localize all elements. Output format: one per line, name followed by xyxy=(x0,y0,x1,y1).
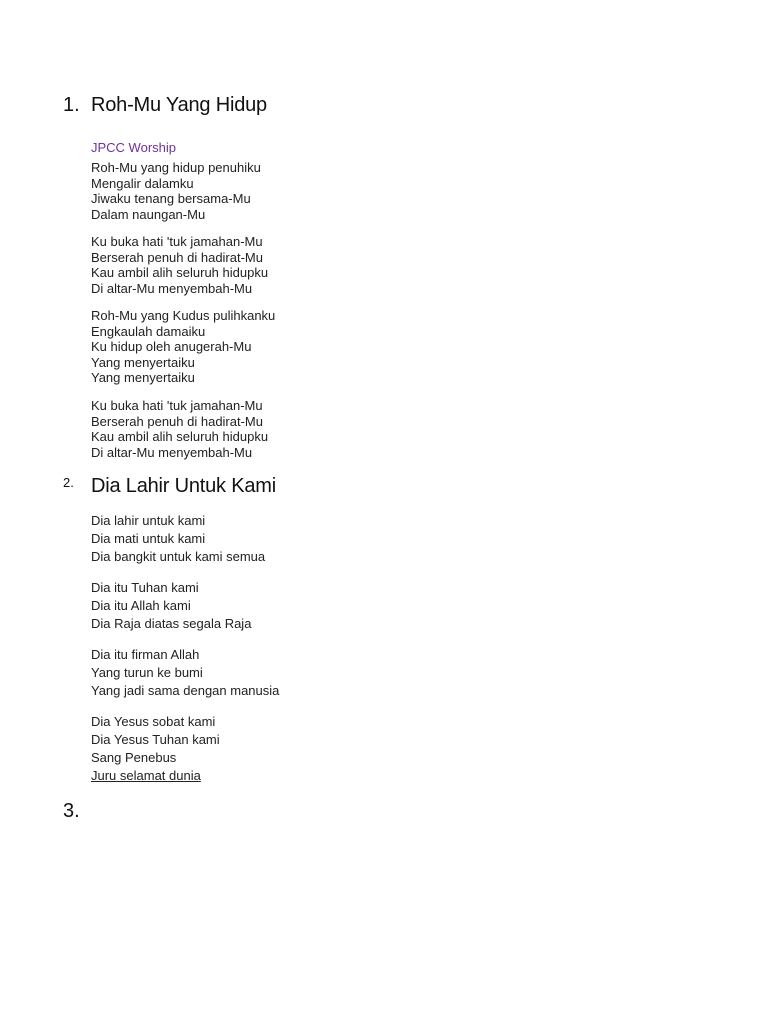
song-number: 2. xyxy=(63,475,74,490)
lyric-line: Jiwaku tenang bersama-Mu xyxy=(91,191,251,207)
lyric-line: Dia bangkit untuk kami semua xyxy=(91,549,266,564)
stanza xyxy=(91,308,275,386)
lyric-line: Dia Yesus Tuhan kami xyxy=(91,732,220,747)
song-number: 1. xyxy=(63,94,80,116)
stanza xyxy=(91,160,261,222)
song-number: 3. xyxy=(63,800,80,822)
stanza xyxy=(91,646,279,700)
lyric-line: Dalam naungan-Mu xyxy=(91,206,206,222)
stanza xyxy=(91,713,220,785)
lyric-line: Juru selamat dunia xyxy=(91,768,201,783)
lyric-line: Dia lahir untuk kami xyxy=(91,513,206,528)
song-heading-1 xyxy=(63,94,267,117)
lyric-line: Kau ambil alih seluruh hidupku xyxy=(91,429,269,445)
lyric-line: Mengalir dalamku xyxy=(91,175,194,191)
lyric-line: Dia itu Allah kami xyxy=(91,598,191,613)
artist-name: JPCC Worship xyxy=(91,140,177,155)
lyric-line: Dia Raja diatas segala Raja xyxy=(91,616,252,631)
lyric-line: Roh-Mu yang Kudus pulihkanku xyxy=(91,308,276,323)
lyric-line: Berserah penuh di hadirat-Mu xyxy=(91,413,263,429)
lyric-line: Ku hidup oleh anugerah-Mu xyxy=(91,339,252,355)
lyric-line: Roh-Mu yang hidup penuhiku xyxy=(91,160,261,175)
song-title: Roh-Mu Yang Hidup xyxy=(91,94,267,116)
lyric-line: Berserah penuh di hadirat-Mu xyxy=(91,249,263,265)
lyric-line: Dia itu Tuhan kami xyxy=(91,580,199,595)
lyric-line: Kau ambil alih seluruh hidupku xyxy=(91,265,269,281)
stanza xyxy=(91,234,268,296)
lyric-line: Di altar-Mu menyembah-Mu xyxy=(91,280,253,296)
lyric-line: Yang turun ke bumi xyxy=(91,665,203,680)
lyric-line: Di altar-Mu menyembah-Mu xyxy=(91,444,253,460)
lyric-line: Ku buka hati 'tuk jamahan-Mu xyxy=(91,398,263,413)
lyric-line: Yang menyertaiku xyxy=(91,370,195,386)
stanza xyxy=(91,512,265,566)
stanza xyxy=(91,579,251,633)
lyric-line: Engkaulah damaiku xyxy=(91,323,206,339)
lyric-line: Dia Yesus sobat kami xyxy=(91,714,216,729)
lyric-line: Dia itu firman Allah xyxy=(91,647,200,662)
stanza xyxy=(91,398,268,460)
lyric-line: Yang jadi sama dengan manusia xyxy=(91,683,280,698)
lyric-line: Ku buka hati 'tuk jamahan-Mu xyxy=(91,234,263,249)
song-title: Dia Lahir Untuk Kami xyxy=(91,475,276,497)
lyric-line: Yang menyertaiku xyxy=(91,354,195,370)
song-heading-2 xyxy=(63,475,276,497)
song-heading-3 xyxy=(63,800,80,823)
lyric-line: Dia mati untuk kami xyxy=(91,531,206,546)
lyric-line: Sang Penebus xyxy=(91,750,177,765)
